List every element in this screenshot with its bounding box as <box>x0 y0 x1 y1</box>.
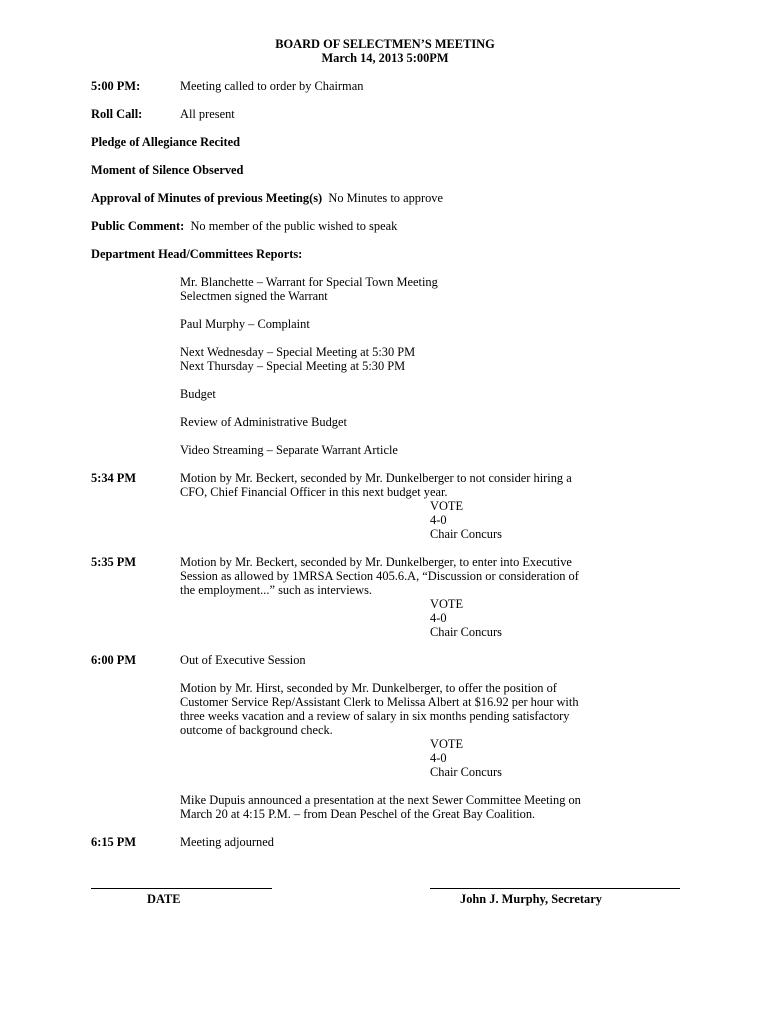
vote-label: VOTE <box>430 597 464 611</box>
chair-concurs: Chair Concurs <box>430 625 502 639</box>
minutes-approval-label: Approval of Minutes of previous Meeting(s) <box>91 191 323 205</box>
report-admin-budget: Review of Administrative Budget <box>180 415 347 429</box>
motion-executive-line2: Session as allowed by 1MRSA Section 405.6.A, “Discussion or consideration of <box>180 569 579 583</box>
roll-call-label: Roll Call: <box>91 107 143 121</box>
date-signature-line <box>91 888 272 889</box>
motion-hire-line3: three weeks vacation and a review of salary in six months pending satisfactory <box>180 709 570 723</box>
call-to-order-text: Meeting called to order by Chairman <box>180 79 364 93</box>
motion-hire-line1: Motion by Mr. Hirst, seconded by Mr. Dunkelberger, to offer the position of <box>180 681 557 695</box>
report-blanchette: Mr. Blanchette – Warrant for Special Town Meeting <box>180 275 438 289</box>
report-budget: Budget <box>180 387 216 401</box>
meeting-adjourned: Meeting adjourned <box>180 835 274 849</box>
call-to-order-time: 5:00 PM: <box>91 79 141 93</box>
vote-count: 4-0 <box>430 513 447 527</box>
motion-hire-line4: outcome of background check. <box>180 723 333 737</box>
entry-time-600: 6:00 PM <box>91 653 137 667</box>
vote-count: 4-0 <box>430 611 447 625</box>
secretary-name: John J. Murphy, Secretary <box>460 892 602 906</box>
motion-cfo-line2: CFO, Chief Financial Officer in this next budget year. <box>180 485 448 499</box>
public-comment-label: Public Comment: <box>91 219 185 233</box>
reports-heading: Department Head/Committees Reports: <box>91 247 303 261</box>
pledge-line: Pledge of Allegiance Recited <box>91 135 240 149</box>
report-warrant-signed: Selectmen signed the Warrant <box>180 289 328 303</box>
chair-concurs: Chair Concurs <box>430 765 502 779</box>
minutes-approval-line <box>91 191 443 205</box>
chair-concurs: Chair Concurs <box>430 527 502 541</box>
report-thursday-meeting: Next Thursday – Special Meeting at 5:30 PM <box>180 359 406 373</box>
public-comment-line <box>91 219 397 233</box>
entry-time-615: 6:15 PM <box>91 835 137 849</box>
roll-call-text: All present <box>180 107 235 121</box>
public-comment-text: No member of the public wished to speak <box>190 219 398 233</box>
vote-label: VOTE <box>430 499 464 513</box>
entry-time-535: 5:35 PM <box>91 555 137 569</box>
motion-executive-line3: the employment...” such as interviews. <box>180 583 373 597</box>
secretary-signature-line <box>430 888 680 889</box>
vote-count: 4-0 <box>430 751 447 765</box>
date-label: DATE <box>147 892 181 906</box>
motion-hire-line2: Customer Service Rep/Assistant Clerk to Melissa Albert at $16.92 per hour with <box>180 695 579 709</box>
meeting-date: March 14, 2013 5:00PM <box>321 51 449 65</box>
report-murphy-complaint: Paul Murphy – Complaint <box>180 317 310 331</box>
minutes-approval-text: No Minutes to approve <box>328 191 443 205</box>
entry-time-534: 5:34 PM <box>91 471 137 485</box>
document-title: BOARD OF SELECTMEN’S MEETING <box>275 37 495 51</box>
report-video-streaming: Video Streaming – Separate Warrant Article <box>180 443 398 457</box>
silence-line: Moment of Silence Observed <box>91 163 244 177</box>
motion-cfo-line1: Motion by Mr. Beckert, seconded by Mr. Dunkelberger to not consider hiring a <box>180 471 572 485</box>
report-wednesday-meeting: Next Wednesday – Special Meeting at 5:30 PM <box>180 345 416 359</box>
motion-executive-line1: Motion by Mr. Beckert, seconded by Mr. Dunkelberger, to enter into Executive <box>180 555 572 569</box>
sewer-announcement-line1: Mike Dupuis announced a presentation at the next Sewer Committee Meeting on <box>180 793 581 807</box>
sewer-announcement-line2: March 20 at 4:15 P.M. – from Dean Peschel of the Great Bay Coalition. <box>180 807 536 821</box>
vote-label: VOTE <box>430 737 464 751</box>
out-of-executive-session: Out of Executive Session <box>180 653 306 667</box>
